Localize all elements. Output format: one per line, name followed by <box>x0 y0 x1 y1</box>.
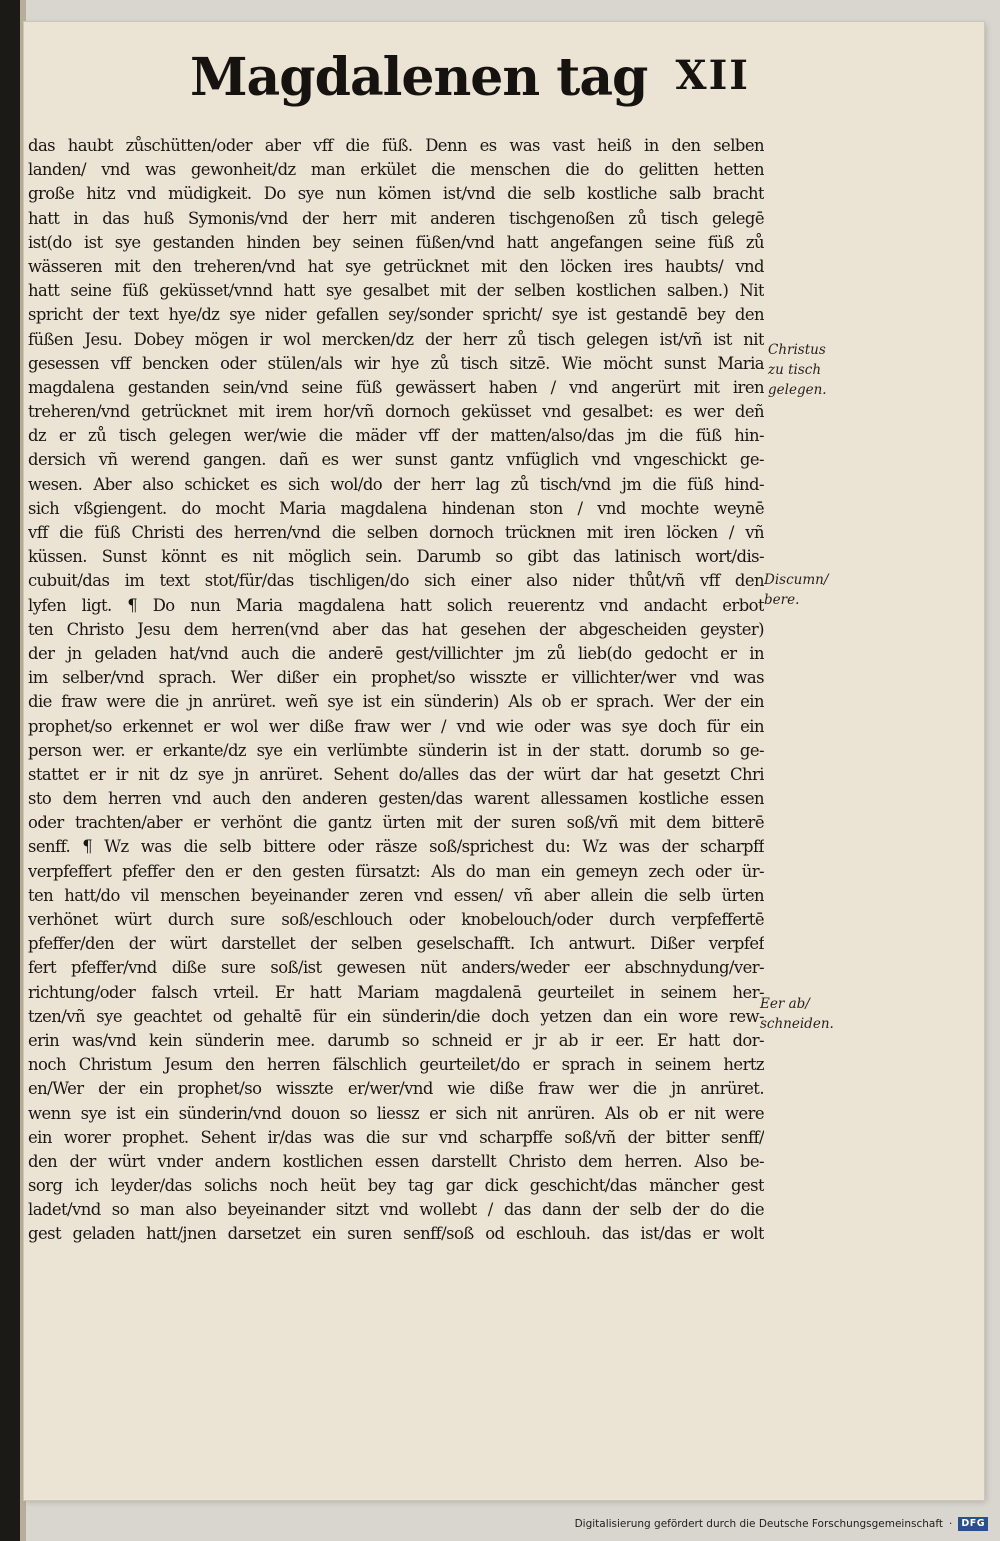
text-line: pfeffer/den der würt darstellet der selben geselschafft. Ich antwurt. Dißer verpfef <box>28 934 764 954</box>
text-line: vff die füß Christi des herren/vnd die selben dornoch trücknen mit iren löcken / vñ <box>28 523 764 542</box>
text-line: noch Christum Jesum den herren fälschlich geurteilet/do er sprach in seinem hertz <box>28 1055 764 1075</box>
text-line: große hitz vnd müdigkeit. Do sye nun kömen ist/vnd die selb kostliche salb bracht <box>28 184 764 204</box>
text-line: person wer. er erkante/dz sye ein verlümbte sünderin ist in der statt. dorumb so ge- <box>28 740 764 760</box>
text-line: dersich vñ werend gangen. dañ es wer sunst gantz vnfüglich vnd vngeschickt ge- <box>28 450 764 470</box>
margin-note-line: Eer ab/ <box>760 996 810 1012</box>
text-line: richtung/oder falsch vrteil. Er hatt Mariam magdalenā geurteilet in seinem her- <box>28 982 764 1002</box>
page-title: Magdalenen tag <box>190 47 648 108</box>
margin-note-line: Christus <box>768 342 826 358</box>
text-line: gest geladen hatt/jnen darsetzet ein suren senff/soß od eschlouh. das ist/das er wolt <box>28 1224 764 1244</box>
text-line: spricht der text hye/dz sye nider gefallen sey/sonder spricht/ sye ist gestandē bey den <box>28 305 764 325</box>
text-line: fert pfeffer/vnd diße sure soß/ist gewesen nüt anders/weder eer abschnydung/ver- <box>28 958 764 978</box>
text-line: senff. ¶ Wz was die selb bittere oder räsze soß/sprichest du: Wz was der scharpff <box>28 837 764 857</box>
main-text-block <box>28 134 764 1247</box>
text-line: ein worer prophet. Sehent ir/das was die sur vnd scharpffe soß/vñ der bitter senff/ <box>28 1127 764 1147</box>
margin-note <box>768 340 827 400</box>
text-line: verhönet würt durch sure soß/eschlouch oder knobelouch/oder durch verpfeffertē <box>28 910 764 929</box>
text-line: küssen. Sunst könnt es nit möglich sein. Darumb so gibt das latinisch wort/dis- <box>28 547 764 567</box>
text-line: treheren/vnd getrücknet mit irem hor/vñ dornoch geküsset vnd gesalbet: es wer deñ <box>28 402 764 422</box>
text-line: sto dem herren vnd auch den anderen gesten/das warent allessamen kostliche essen <box>28 789 764 809</box>
text-line: cubuit/das im text stot/für/das tischligen/do sich einer also nider thůt/vñ vff den <box>28 571 764 591</box>
margin-note-line: zu tisch <box>768 362 822 378</box>
text-line: oder trachten/aber er verhönt die gantz ürten mit der suren soß/vñ mit dem bitterē <box>28 813 764 833</box>
margin-note-line: bere. <box>764 592 800 608</box>
funding-footer <box>575 1515 988 1533</box>
margin-note-line: Discumn/ <box>764 572 829 588</box>
margin-note-line: schneiden. <box>760 1016 834 1032</box>
text-line: sich vßgiengent. do mocht Maria magdalena hindenan ston / vnd mochte weynē <box>28 498 764 518</box>
text-line: wässeren mit den treheren/vnd hat sye getrücknet mit den löcken ires haubts/ vnd <box>28 256 764 276</box>
text-line: ladet/vnd so man also beyeinander sitzt vnd wollebt / das dann der selb der do die <box>28 1200 764 1220</box>
text-line: sorg ich leyder/das solichs noch heüt bey tag gar dick geschicht/das mäncher gest <box>28 1176 764 1196</box>
funding-credit: Digitalisierung gefördert durch die Deutsche Forschungsgemeinschaft <box>574 1518 943 1530</box>
text-line: verpfeffert pfeffer den er den gesten fürsatzt: Als do man ein gemeyn zech oder ür- <box>28 861 764 881</box>
text-line: en/Wer der ein prophet/so wisszte er/wer/vnd wie diße fraw wer die jn anrüret. <box>28 1079 764 1099</box>
margin-note <box>764 570 828 610</box>
text-line: ten hatt/do vil menschen beyeinander zeren vnd essen/ vñ aber allein die selb ürten <box>28 885 764 905</box>
text-line: den der würt vnder andern kostlichen essen darstellt Christo dem herren. Also be- <box>28 1151 764 1171</box>
bullet-separator: · <box>948 1518 953 1530</box>
text-line: stattet er ir nit dz sye jn anrüret. Sehent do/alles das der würt dar hat gesetzt Chri <box>28 764 764 784</box>
running-head <box>190 48 750 128</box>
text-line: ist(do ist sye gestanden hinden bey seinen füßen/vnd hatt angefangen seine füß zů <box>28 232 764 252</box>
text-line: dz er zů tisch gelegen wer/wie die mäder vff der matten/also/das jm die füß hin- <box>28 426 764 446</box>
text-line: füßen Jesu. Dobey mögen ir wol mercken/dz der herr zů tisch gelegen ist/vñ ist nit <box>28 329 764 349</box>
text-line: tzen/vñ sye geachtet od gehaltē für ein sünderin/die doch yetzen dan ein wore rew- <box>28 1006 764 1026</box>
text-line: der jn geladen hat/vnd auch die anderē gest/villichter jm zů lieb(do gedocht er in <box>28 643 764 663</box>
text-line: wenn sye ist ein sünderin/vnd douon so liessz er sich nit anrüren. Als ob er nit were <box>28 1103 764 1123</box>
dfg-logo-icon: DFG <box>958 1517 988 1531</box>
text-line: magdalena gestanden sein/vnd seine füß gewässert haben / vnd angerürt mit iren <box>28 377 764 397</box>
margin-note <box>760 994 834 1034</box>
text-line: hatt seine füß geküsset/vnnd hatt sye gesalbet mit der selben kostlichen salben.) Nit <box>28 281 764 301</box>
folio-number: XII <box>675 52 750 99</box>
text-line: gesessen vff bencken oder stülen/als wir hye zů tisch sitzē. Wie möcht sunst Maria <box>28 353 764 373</box>
text-line: erin was/vnd kein sünderin mee. darumb so schneid er jr ab ir eer. Er hatt dor- <box>28 1030 764 1050</box>
text-line: wesen. Aber also schicket es sich wol/do der herr lag zů tisch/vnd jm die füß hind- <box>28 474 764 494</box>
text-line: das haubt zůschütten/oder aber vff die füß. Denn es was vast heiß in den selben <box>28 136 764 155</box>
text-line: prophet/so erkennet er wol wer diße fraw wer / vnd wie oder was sye doch für ein <box>28 716 764 736</box>
text-line: hatt in das huß Symonis/vnd der herr mit anderen tischgenoßen zů tisch gelegē <box>28 208 764 228</box>
text-line: lyfen ligt. ¶ Do nun Maria magdalena hatt solich reuerentz vnd andacht erbot <box>28 595 764 615</box>
text-line: ten Christo Jesu dem herren(vnd aber das hat gesehen der abgescheiden geyster) <box>28 619 764 639</box>
text-line: die fraw were die jn anrüret. weñ sye ist ein sünderin) Als ob er sprach. Wer der ein <box>28 692 764 712</box>
text-line: im selber/vnd sprach. Wer dißer ein prophet/so wisszte er villichter/wer vnd was <box>28 668 764 688</box>
margin-note-line: gelegen. <box>768 382 827 398</box>
text-line: landen/ vnd was gewonheit/dz man erkület die menschen die do gelitten hetten <box>28 160 764 180</box>
